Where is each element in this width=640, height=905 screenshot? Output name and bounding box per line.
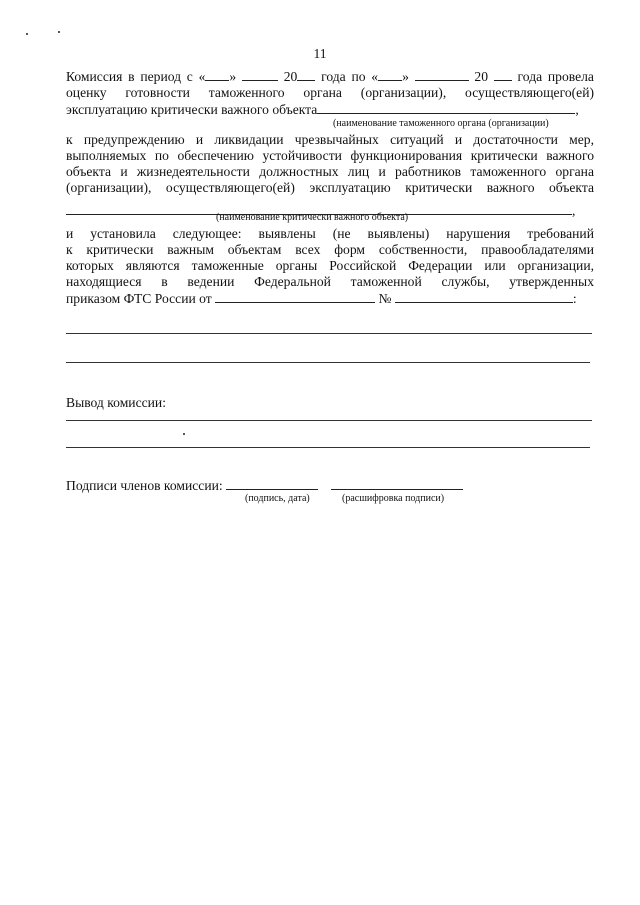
object-line: эксплуатацию критически важного объекта , — [66, 102, 579, 117]
text-line: находящиеся в ведении Федеральной таможенной службы, утвержденных — [66, 274, 594, 289]
end-day-blank[interactable] — [378, 68, 402, 81]
conclusion-blank-line[interactable] — [66, 420, 592, 421]
text-line: к предупреждению и ликвидации чрезвычайных ситуаций и достаточности мер, — [66, 132, 594, 147]
text-line: выполняемых по обеспечению устойчивости функционирования критически важного — [66, 148, 594, 163]
findings-blank-line[interactable] — [66, 333, 592, 334]
signatures-line: Подписи членов комиссии: — [66, 477, 594, 494]
caption-signature: (подпись, дата) — [245, 493, 310, 504]
text-line: которых являются таможенные органы Российской Федерации или организации, — [66, 258, 594, 273]
text-line: оценку готовности таможенного органа (организации), осуществляющего(ей) — [66, 85, 594, 100]
order-number-blank[interactable] — [395, 290, 573, 303]
caption-customs-body: (наименование таможенного органа (организации) — [333, 118, 549, 129]
paragraph-prevention — [66, 132, 594, 219]
caption-signature-decode: (расшифровка подписи) — [342, 493, 445, 504]
start-month-blank[interactable] — [242, 68, 278, 81]
paragraph-findings — [66, 226, 594, 307]
start-day-blank[interactable] — [205, 68, 229, 81]
text-line: и установила следующее: выявлены (не выявлены) нарушения требований — [66, 226, 594, 241]
start-year-blank[interactable] — [297, 68, 315, 81]
scan-speck — [26, 33, 28, 35]
end-month-blank[interactable] — [415, 68, 469, 81]
caption-critical-object: (наименование критически важного объекта) — [216, 212, 409, 223]
conclusion-label: Вывод комиссии: — [66, 395, 166, 410]
object-name-line: , — [66, 202, 594, 219]
customs-body-name-blank[interactable] — [317, 101, 575, 114]
signature-decode-blank[interactable] — [331, 477, 463, 490]
findings-blank-line[interactable] — [66, 362, 590, 363]
paragraph-period — [66, 68, 594, 118]
signature-blank[interactable] — [226, 477, 318, 490]
scan-speck — [58, 31, 60, 33]
text-line: (организации), осуществляющего(ей) эксплуатацию критически важного объекта — [66, 180, 594, 195]
order-line: приказом ФТС России от № : — [66, 291, 577, 306]
page-number: 11 — [313, 46, 327, 61]
scan-speck — [183, 433, 185, 435]
text-line: к критически важным объектам всех форм собственности, правообладателями — [66, 242, 594, 257]
period-line: Комиссия в период с « » 20 года по « » 20 года провела — [66, 69, 594, 84]
end-year-blank[interactable] — [494, 68, 512, 81]
order-date-blank[interactable] — [215, 290, 375, 303]
conclusion-blank-line[interactable] — [66, 447, 590, 448]
text-line: объекта и жизнедеятельности должностных лиц и работников таможенного органа — [66, 164, 594, 179]
